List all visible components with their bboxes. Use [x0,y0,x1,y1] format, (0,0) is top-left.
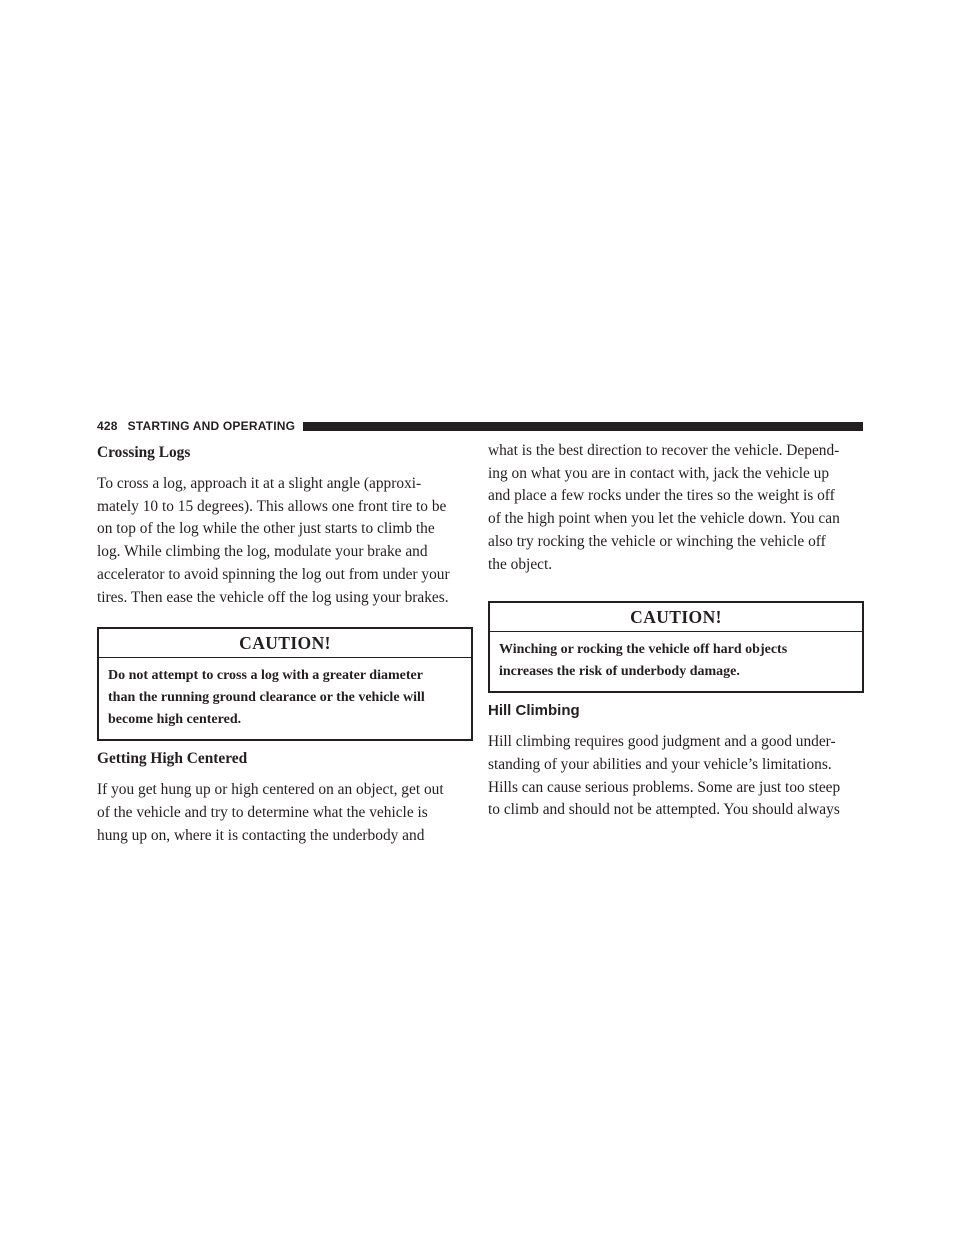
crossing-logs-line: accelerator to avoid spinning the log out from under your [97,565,450,583]
hill-climbing-line: standing of your abilities and your vehicle’s limitations. [488,755,832,773]
caution-line: increases the risk of underbody damage. [499,664,740,680]
left-column [97,440,473,847]
caution-box-logs [97,627,473,741]
high-centered-line: of the vehicle and try to determine what the vehicle is [97,803,428,821]
recovery-line: ing on what you are in contact with, jack the vehicle up [488,464,830,482]
caution-title: CAUTION! [99,629,471,658]
crossing-logs-line: mately 10 to 15 degrees). This allows one front tire to be [97,497,447,515]
caution-line: Winching or rocking the vehicle off hard objects [499,642,788,658]
crossing-logs-paragraph [97,473,473,609]
hill-climbing-paragraph [488,731,864,822]
caution-line: Do not attempt to cross a log with a greater diameter [108,668,423,684]
recovery-line: also try rocking the vehicle or winching the vehicle off [488,532,826,550]
recovery-line: and place a few rocks under the tires so the weight is off [488,487,835,505]
caution-box-winching [488,601,864,693]
high-centered-line: hung up on, where it is contacting the underbody and [97,826,425,844]
recovery-line: of the high point when you let the vehicle down. You can [488,510,840,528]
recovery-paragraph [488,440,864,576]
crossing-logs-heading: Crossing Logs [97,444,191,461]
right-column [488,440,864,822]
caution-line: than the running ground clearance or the vehicle will [108,690,425,706]
recovery-line: what is the best direction to recover the vehicle. Depend- [488,442,840,459]
hill-climbing-line: Hill climbing requires good judgment and a good under- [488,733,836,751]
recovery-line: the object. [488,555,553,573]
crossing-logs-line: To cross a log, approach it at a slight angle (approxi- [97,475,422,492]
caution-line: become high centered. [108,712,242,728]
page-header [97,419,863,433]
hill-climbing-heading: Hill Climbing [488,702,580,720]
section-title: STARTING AND OPERATING [127,419,296,433]
high-centered-paragraph [97,779,473,847]
caution-title: CAUTION! [490,603,862,632]
high-centered-line: If you get hung up or high centered on an object, get out [97,781,444,799]
page-number: 428 [97,419,118,433]
hill-climbing-line: Hills can cause serious problems. Some are just too steep [488,778,841,796]
crossing-logs-line: tires. Then ease the vehicle off the log using your brakes. [97,588,449,606]
hill-climbing-line: to climb and should not be attempted. You should always [488,801,840,819]
high-centered-heading: Getting High Centered [97,750,248,768]
header-rule [303,422,863,431]
crossing-logs-line: log. While climbing the log, modulate your brake and [97,543,428,561]
caution-text [99,658,471,739]
crossing-logs-line: on top of the log while the other just starts to climb the [97,520,435,538]
caution-text [490,632,862,691]
